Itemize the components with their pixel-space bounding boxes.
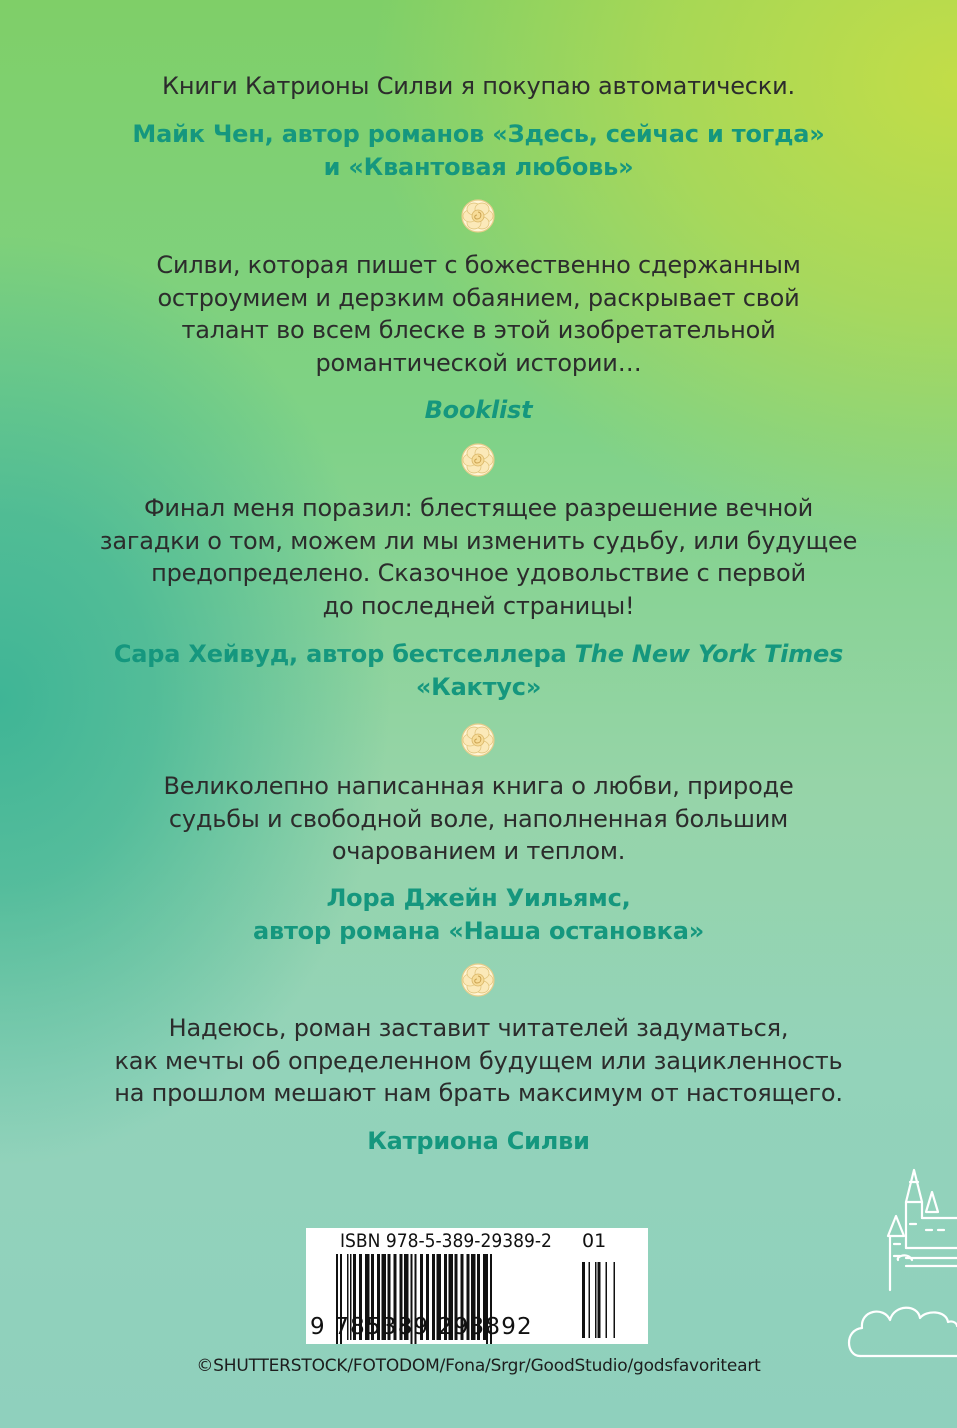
rose-icon: [460, 722, 496, 758]
barcode-digits: 9 785389 293892: [310, 1314, 533, 1340]
attribution-line: автор романа «Наша остановка»: [252, 917, 705, 945]
quote-4: [60, 770, 897, 868]
attribution-5: [60, 1125, 897, 1158]
rose-icon: [460, 962, 496, 998]
barcode-bar: [614, 1262, 616, 1338]
quote-line: загадки о том, можем ли мы изменить судьбу, или будущее: [99, 526, 858, 555]
castle-on-cloud-illustration: [836, 1160, 957, 1360]
image-credit: ©SHUTTERSTOCK/FOTODOM/Fona/Srgr/GoodStudio/godsfavoriteart: [196, 1356, 761, 1376]
attribution-3: [60, 638, 897, 704]
quote-line: Надеюсь, роман заставит читателей задуматься,: [168, 1014, 789, 1042]
barcode-bar: [598, 1262, 601, 1338]
quote-3: [60, 492, 897, 622]
quote-line: романтической истории…: [315, 348, 642, 377]
quote-1: [60, 70, 897, 103]
attribution-italic: The New York Times: [574, 640, 844, 668]
rose-icon: [460, 442, 496, 478]
isbn-addon: 01: [582, 1230, 607, 1252]
attribution-line: «Кактус»: [415, 673, 542, 701]
attribution-prefix: Сара Хейвуд, автор бестселлера: [113, 640, 575, 668]
quote-line: Великолепно написанная книга о любви, природе: [163, 772, 794, 800]
attribution-2: [60, 394, 897, 427]
attribution-line: Майк Чен, автор романов «Здесь, сейчас и тогда»: [132, 120, 825, 148]
barcode-bar: [582, 1262, 585, 1338]
barcode-bar: [606, 1262, 608, 1338]
quote-2: [60, 249, 897, 379]
quote-line: Книги Катрионы Силви я покупаю автоматически.: [162, 72, 795, 100]
attribution-1: [60, 118, 897, 184]
attribution-line: Booklist: [424, 396, 533, 424]
quote-line: на прошлом мешают нам брать максимум от настоящего.: [114, 1079, 843, 1107]
quote-5: [60, 1012, 897, 1110]
quote-line: до последней страницы!: [322, 591, 635, 620]
quote-line: как мечты об определенном будущем или зацикленность: [114, 1046, 843, 1075]
quote-line: предопределено. Сказочное удовольствие с первой: [151, 559, 806, 587]
barcode-bar: [589, 1262, 591, 1338]
quote-line: очарованием и теплом.: [331, 837, 626, 865]
attribution-4: [60, 882, 897, 948]
isbn-label: ISBN 978-5-389-29389-2: [340, 1230, 552, 1252]
quote-line: Силви, которая пишет с божественно сдержанным: [156, 251, 801, 279]
attribution-line: Катриона Силви: [367, 1127, 590, 1155]
barcode-bar: [595, 1262, 597, 1338]
quote-line: Финал меня поразил: блестящее разрешение вечной: [143, 494, 814, 522]
rose-icon: [460, 198, 496, 234]
quote-line: остроумием и дерзким обаянием, раскрывает свой: [157, 283, 800, 312]
quote-line: судьбы и свободной воле, наполненная большим: [168, 804, 789, 833]
attribution-line: Лора Джейн Уильямс,: [326, 884, 631, 912]
quote-line: талант во всем блеске в этой изобретательной: [181, 316, 776, 344]
isbn-barcode: [306, 1228, 648, 1344]
attribution-line: и «Квантовая любовь»: [323, 153, 634, 181]
